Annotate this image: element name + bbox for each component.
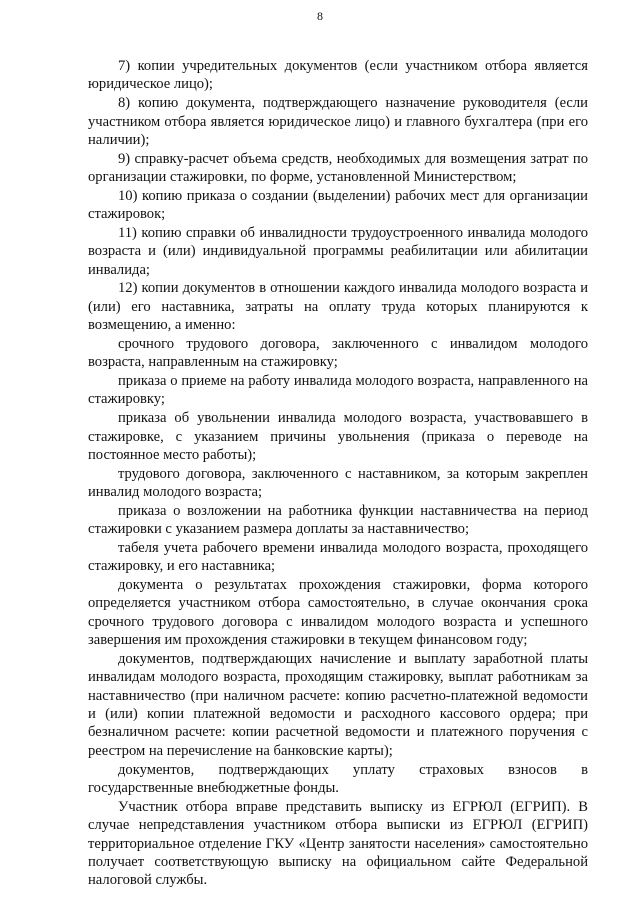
subitem-mentor-contract: трудового договора, заключенного с наставником, за которым закреплен инвалид молодого возраста; (88, 465, 588, 501)
page-number: 8 (317, 9, 323, 23)
paragraph-item-11: 11) копию справки об инвалидности трудоустроенного инвалида молодого возраста и (или) индивидуальной программы реабилитации или абилитации инвалида; (88, 224, 588, 278)
subitem-internship-results: документа о результатах прохождения стажировки, форма которого определяется участником отбора самостоятельно, в случае окончания срока срочного трудового договора с инвалидом молодого возраста и успешного завершения им прохождения стажировки в текущем финансовом году; (88, 576, 588, 649)
paragraph-item-10: 10) копию приказа о создании (выделении) рабочих мест для организации стажировок; (88, 187, 588, 223)
paragraph-item-12: 12) копии документов в отношении каждого инвалида молодого возраста и (или) его наставника, затраты на оплату труда которых планируются к возмещению, а именно: (88, 280, 588, 334)
subitem-fixed-term-contract: срочного трудового договора, заключенного с инвалидом молодого возраста, направленным на стажировку; (88, 335, 588, 371)
document-body (88, 57, 588, 890)
subitem-hiring-order: приказа о приеме на работу инвалида молодого возраста, направленного на стажировку; (88, 372, 588, 408)
paragraph-item-8: 8) копию документа, подтверждающего назначение руководителя (если участником отбора является юридическое лицо) и главного бухгалтера (при его наличии); (88, 95, 588, 148)
paragraph-item-7: 7) копии учредительных документов (если участником отбора является юридическое лицо); (88, 58, 588, 93)
subitem-timesheet: табеля учета рабочего времени инвалида молодого возраста, проходящего стажировку, и его наставника; (88, 539, 588, 575)
paragraph-egrul-extract: Участник отбора вправе представить выписку из ЕГРЮЛ (ЕГРИП). В случае непредставления участником отбора выписки из ЕГРЮЛ (ЕГРИП) территориальное отделение ГКУ «Центр занятости населения» самостоятельно получает соответствующую выписку на официальном сайте Федеральной налоговой службы. (88, 798, 588, 889)
subitem-dismissal-order: приказа об увольнении инвалида молодого возраста, участвовавшего в стажировке, с указанием причины увольнения (приказа о переводе на постоянное место работы); (88, 410, 588, 463)
subitem-insurance-contributions: документов, подтверждающих уплату страховых взносов в государственные внебюджетные фонды. (88, 761, 588, 796)
subitem-mentorship-order: приказа о возложении на работника функции наставничества на период стажировки с указанием размера доплаты за наставничество; (88, 502, 588, 538)
subitem-salary-documents: документов, подтверждающих начисление и выплату заработной платы инвалидам молодого возраста, проходящим стажировку, выплат работникам за наставничество (при наличном расчете: копию расчетно-платежной ведомости и (или) копии платежной ведомости и расходного кассового ордера; при безналичном расчете: копии расчетной ведомости и платежного поручения с реестром на перечисление на банковские карты); (88, 650, 588, 759)
paragraph-item-9: 9) справку-расчет объема средств, необходимых для возмещения затрат по организации стажировки, по форме, установленной Министерством; (88, 150, 588, 186)
